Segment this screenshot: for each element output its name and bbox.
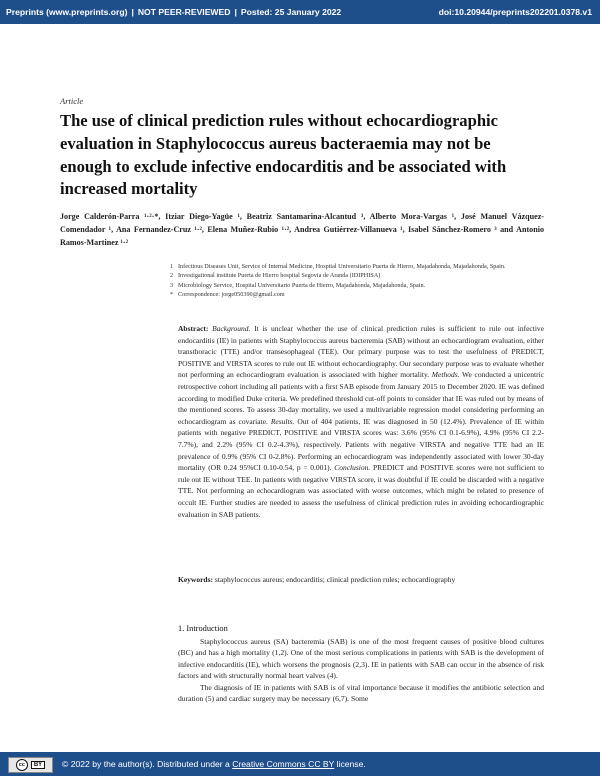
cc-license-link[interactable]: Creative Commons CC BY: [232, 759, 335, 769]
affiliation-text: Infectious Diseases Unit, Service of Internal Medicine, Hospital Universitario Puerta de Hierro, Majadahonda, Majadahonda, Spain.: [178, 263, 506, 270]
affiliation-text: Investigational institute Puerta de Hierro hospital Segovia de Aranda (IDIPHISA): [178, 272, 381, 280]
affiliation-item: [170, 281, 538, 290]
license-footer: [0, 752, 600, 776]
author-list: Jorge Calderón-Parra ¹·²·*, Itziar Diego-Yagüe ¹, Beatriz Santamarina-Alcantud ³, Alberto Mora-Vargas ¹, José Manuel Vázquez-Comendador ¹, Ana Fernandez-Cruz ¹·², Elena Muñez-Rubio ¹·², Andrea Gutiérrez-Villanueva ¹, Isabel Sánchez-Romero ³ and Antonio Ramos-Martinez ¹·²: [60, 212, 544, 247]
affiliation-number: 2: [170, 272, 174, 280]
license-suffix: license.: [334, 759, 366, 769]
paragraph: The diagnosis of IE in patients with SAB is of vital importance because it modifies the antibiotic selection and duration (5) and cardiac surgery may be necessary (6,7). Some: [178, 682, 544, 704]
affiliation-number: 3: [170, 281, 174, 289]
methods-text: We conducted a unicentric retrospective cohort including all patients with a first SAB episode from January 2015 to December 2020. IE was defined according to modified Duke criteria. We predefined threshold cut-off points to consider that IE was ruled out by means of the mentioned scores. To assess 30-day mortality, we used a multivariable regression model considering performing an echocardiogram as covariate.: [178, 370, 544, 426]
preprints-site-link[interactable]: Preprints (www.preprints.org): [6, 7, 128, 17]
affiliation-item: [170, 271, 538, 280]
background-text: It is unclear whether the use of clinical prediction rules is sufficient to rule out infective endocarditis (IE) in patients with Staphylococcus aureus bacteremia (SAB) without an echocardiogram evaluation, either transthoracic (TTE) and/or transesophageal (TEE). Our primary purpose was to test the usefulness of PREDICT, POSITIVE and VIRSTA scores to rule out IE without echocardiography. Our secondary purpose was to evaluate whether not performing an echocardiogram evaluation is associated with higher mortality.: [178, 324, 545, 380]
conclusion-label: Conclusion.: [334, 463, 371, 473]
keywords-label: Keywords:: [178, 575, 213, 584]
copyright-notice: [62, 759, 366, 769]
header-left: [6, 7, 341, 17]
cc-by-license-icon[interactable]: [8, 757, 53, 773]
cc-circle-icon: cc: [16, 759, 28, 771]
peer-review-status: NOT PEER-REVIEWED: [137, 7, 231, 17]
keywords-text: staphylococcus aureus; endocarditis; clinical prediction rules; echocardiography: [214, 575, 456, 584]
preprint-header-bar: [0, 0, 600, 24]
correspondence-item: [170, 290, 538, 299]
affiliation-item: [170, 262, 538, 271]
doi-link[interactable]: doi:10.20944/preprints202201.0378.v1: [438, 7, 592, 17]
paper-title: The use of clinical prediction rules without echocardiographic evaluation in Staphylococcus aureus bacteraemia may not be enough to exclude infective endocarditis and be associated with increased mortality: [60, 111, 507, 199]
posted-date: Posted: 25 January 2022: [240, 7, 342, 17]
header-right: [439, 7, 592, 17]
conclusion-text: PREDICT and POSITIVE scores were not sufficient to rule out IE without TEE. In patients with negative VIRSTA score, it was doubtful if IE could be discarded with a negative TTE. Not performing an echocardiogram was associated with worse outcomes, which might be related to presence of occult IE. Further studies are needed to assess the usefulness of clinical prediction rules in avoiding echocardiographic evaluation in SAB patients.: [178, 463, 545, 519]
keywords: [178, 574, 544, 585]
results-text: Out of 404 patients, IE was diagnosed in 50 (12.4%). Prevalence of IE within patients with negative PREDICT, POSITIVE and VIRSTA scores was: 3.6% (95% CI 0.1-6.9%), 4.9% (95% CI 2.2-7.7%), and 2.2% (95% CI 0.2-4.3%), respectively. Patients with negative VIRSTA and negative TTE had an IE prevalence of 0.9% (95% CI 0-2.8%). Performing an echocardiogram was independently associated with lower 30-day mortality (OR 0.24 95%CI 0.10-0.54, p = 0.001).: [178, 416, 544, 473]
correspondence-text: Correspondence: jorge050390@gmail.com: [178, 291, 285, 299]
section-heading: 1. Introduction: [178, 624, 228, 633]
background-label: Background.: [212, 324, 251, 333]
title-block: [60, 96, 544, 201]
abstract-label: Abstract:: [178, 324, 209, 333]
header-separator: |: [234, 7, 237, 17]
header-separator: |: [131, 7, 134, 17]
methods-label: Methods.: [431, 370, 460, 380]
copyright-text: © 2022 by the author(s). Distributed under a: [62, 759, 233, 769]
affiliation-number: 1: [170, 263, 174, 270]
by-icon: BY: [31, 761, 45, 769]
correspondence-marker: *: [170, 291, 174, 299]
affiliation-list: [170, 262, 538, 300]
paragraph: Staphylococcus aureus (SA) bacteremia (SAB) is one of the most frequent causes of positive blood cultures (BC) and has a high mortality (1,2). One of the most serious complications in patients with SAB is the development of infective endocarditis (IE), which worsens the prognosis (2,3). IE in patients with SAB can occur in the absence of risk factors and with structurally normal heart valves (4).: [178, 637, 544, 681]
article-type-label: Article: [60, 96, 84, 106]
affiliation-text: Microbiology Service, Hospital Universitario Puerta de Hierro, Majadahonda, Majadahonda, Spain.: [178, 281, 426, 289]
abstract: [178, 323, 544, 520]
introduction-body: [178, 636, 544, 704]
results-label: Results.: [270, 416, 295, 426]
